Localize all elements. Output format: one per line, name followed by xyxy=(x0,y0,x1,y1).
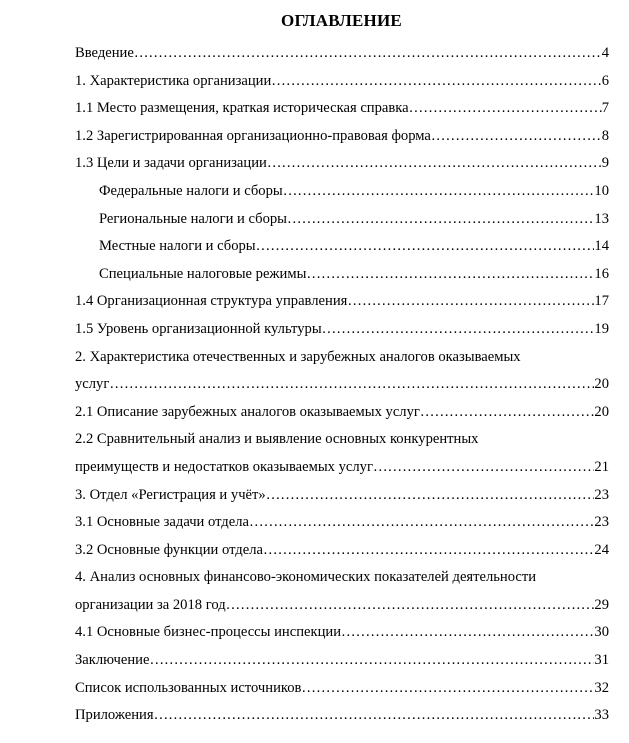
dot-leader xyxy=(109,371,594,399)
toc-entry-special-tax-regimes[interactable] xyxy=(75,261,609,289)
toc-entry-section-3[interactable] xyxy=(75,482,609,510)
toc-entry-section-4[interactable] xyxy=(75,564,609,619)
toc-entry-text: Специальные налоговые режимы xyxy=(99,265,307,282)
toc-page-number: 13 xyxy=(594,210,609,227)
toc-entry-text: 1.5 Уровень организационной культуры xyxy=(75,320,322,337)
toc-page-number: 16 xyxy=(594,265,609,282)
toc-line xyxy=(75,123,609,151)
dot-leader xyxy=(149,647,594,675)
toc-page-number: 23 xyxy=(594,486,609,503)
dot-leader xyxy=(409,95,602,123)
page-title: ОГЛАВЛЕНИЕ xyxy=(281,11,402,30)
toc-entry-federal-taxes[interactable] xyxy=(75,178,609,206)
toc-line xyxy=(75,702,609,730)
toc-line xyxy=(75,150,609,178)
toc-entry-text: 3.2 Основные функции отдела xyxy=(75,541,263,558)
toc-line xyxy=(75,592,609,620)
dot-leader xyxy=(322,316,595,344)
dot-leader xyxy=(154,702,595,730)
toc-entry-text: 2.1 Описание зарубежных аналогов оказываемых услуг xyxy=(75,403,420,420)
toc-entry-section-2-2[interactable] xyxy=(75,426,609,481)
toc-entry-text: Федеральные налоги и сборы xyxy=(99,182,283,199)
dot-leader xyxy=(283,178,595,206)
toc-line xyxy=(75,206,609,234)
toc-list xyxy=(75,40,609,730)
toc-entry-text: 1.3 Цели и задачи организации xyxy=(75,155,267,172)
toc-entry-local-taxes[interactable] xyxy=(75,233,609,261)
toc-entry-text: 4.1 Основные бизнес-процессы инспекции xyxy=(75,624,342,641)
toc-entry-appendices[interactable] xyxy=(75,702,609,730)
toc-entry-section-1[interactable] xyxy=(75,68,609,96)
toc-entry-lead-line: 4. Анализ основных финансово-экономических показателей деятельности xyxy=(75,569,537,586)
toc-line xyxy=(75,509,609,537)
toc-page-number: 7 xyxy=(601,100,609,117)
toc-line xyxy=(75,371,609,399)
toc-entry-text: Приложения xyxy=(75,707,154,724)
toc-entry-section-2[interactable] xyxy=(75,344,609,399)
toc-line xyxy=(75,675,609,703)
toc-page-number: 33 xyxy=(594,707,609,724)
toc-line xyxy=(75,40,609,68)
dot-leader xyxy=(431,123,602,151)
toc-line xyxy=(75,68,609,96)
dot-leader xyxy=(301,675,594,703)
toc-page-number: 23 xyxy=(594,514,609,531)
toc-line xyxy=(75,95,609,123)
toc-line xyxy=(75,647,609,675)
toc-entry-text: Заключение xyxy=(75,652,150,669)
toc-entry-text: 3. Отдел «Регистрация и учёт» xyxy=(75,486,266,503)
dot-leader xyxy=(287,206,594,234)
toc-entry-text: 3.1 Основные задачи отдела xyxy=(75,514,249,531)
toc-page-number: 14 xyxy=(594,238,609,255)
toc-line xyxy=(75,619,609,647)
dot-leader xyxy=(134,40,602,68)
toc-page-number: 24 xyxy=(594,541,609,558)
toc-entry-text: 1.2 Зарегистрированная организационно-правовая форма xyxy=(75,127,431,144)
toc-entry-text: 1.4 Организационная структура управления xyxy=(75,293,348,310)
toc-line xyxy=(75,233,609,261)
dot-leader xyxy=(306,261,594,289)
toc-page-number: 20 xyxy=(594,376,609,393)
dot-leader xyxy=(341,619,594,647)
toc-entry-text: Введение xyxy=(75,45,134,61)
toc-page-number: 10 xyxy=(594,182,609,199)
toc-line xyxy=(75,454,609,482)
toc-entry-text: преимуществ и недостатков оказываемых услуг xyxy=(75,458,373,475)
dot-leader xyxy=(373,454,594,482)
toc-page-number: 17 xyxy=(594,293,609,310)
toc-entry-text: 1.1 Место размещения, краткая историческая справка xyxy=(75,100,409,117)
toc-line xyxy=(75,178,609,206)
toc-entry-text: услуг xyxy=(75,376,110,393)
toc-entry-section-1-4[interactable] xyxy=(75,288,609,316)
toc-entry-section-2-1[interactable] xyxy=(75,399,609,427)
dot-leader xyxy=(347,288,594,316)
toc-entry-text: организации за 2018 год xyxy=(75,596,226,613)
toc-page-number: 8 xyxy=(601,127,609,144)
toc-page-number: 19 xyxy=(594,320,609,337)
toc-entry-section-4-1[interactable] xyxy=(75,619,609,647)
dot-leader xyxy=(420,399,595,427)
toc-page-number: 9 xyxy=(601,155,609,172)
toc-entry-section-1-2[interactable] xyxy=(75,123,609,151)
toc-entry-lead-line: 2. Характеристика отечественных и зарубежных аналогов оказываемых xyxy=(75,348,521,365)
toc-page-number: 20 xyxy=(594,403,609,420)
toc-entry-text: Местные налоги и сборы xyxy=(99,238,256,255)
dot-leader xyxy=(249,509,594,537)
toc-line xyxy=(75,261,609,289)
toc-page-number: 32 xyxy=(594,679,609,696)
toc-page-number: 29 xyxy=(594,596,609,613)
dot-leader xyxy=(271,68,601,96)
toc-line xyxy=(75,482,609,510)
toc-line xyxy=(75,316,609,344)
toc-entry-regional-taxes[interactable] xyxy=(75,206,609,234)
toc-entry-references[interactable] xyxy=(75,675,609,703)
toc-entry-text: 1. Характеристика организации xyxy=(75,72,272,89)
toc-page-number: 4 xyxy=(601,45,609,61)
toc-entry-text: Список использованных источников xyxy=(75,679,302,696)
dot-leader xyxy=(263,537,594,565)
dot-leader xyxy=(256,233,595,261)
toc-entry-conclusion[interactable] xyxy=(75,647,609,675)
toc-page-number: 21 xyxy=(594,458,609,475)
toc-entry-text: Региональные налоги и сборы xyxy=(99,210,287,227)
toc-entry-section-1-1[interactable] xyxy=(75,95,609,123)
toc-entry-section-3-1[interactable] xyxy=(75,509,609,537)
dot-leader xyxy=(226,592,595,620)
toc-page-number: 30 xyxy=(594,624,609,641)
dot-leader xyxy=(267,150,602,178)
toc-page-number: 31 xyxy=(594,652,609,669)
toc-line xyxy=(75,537,609,565)
toc-line xyxy=(75,288,609,316)
toc-entry-section-1-5[interactable] xyxy=(75,316,609,344)
toc-entry-lead-line: 2.2 Сравнительный анализ и выявление основных конкурентных xyxy=(75,431,479,448)
toc-page-number: 6 xyxy=(601,72,609,89)
toc-entry-section-1-3[interactable] xyxy=(75,150,609,178)
toc-entry-section-3-2[interactable] xyxy=(75,537,609,565)
toc-entry-introduction[interactable] xyxy=(75,40,609,68)
toc-line xyxy=(75,399,609,427)
dot-leader xyxy=(266,482,595,510)
